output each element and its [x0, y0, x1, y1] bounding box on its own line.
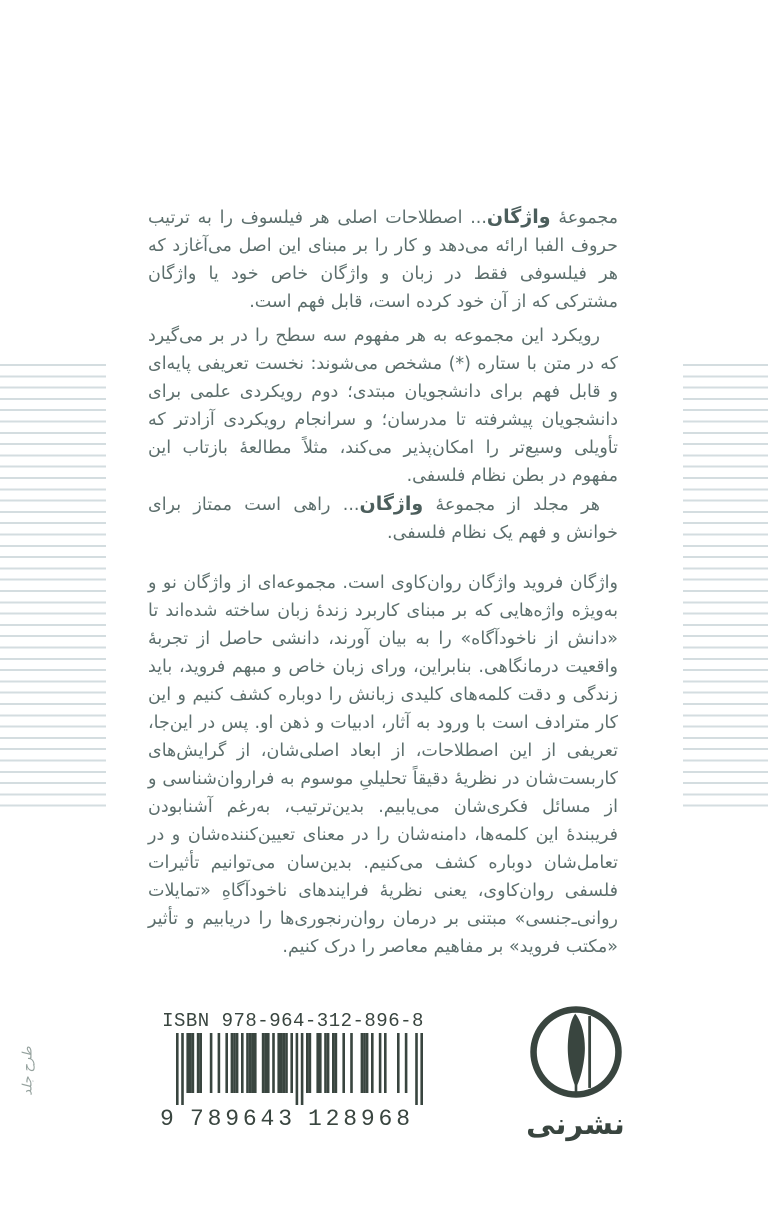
series-outro-lead: هر مجلد از مجموعهٔ: [423, 495, 600, 515]
ean13-barcode: [160, 1033, 426, 1129]
series-title-bold: واژگان: [486, 206, 551, 228]
publisher-name: نشرنی: [526, 1107, 625, 1141]
back-cover-text: [148, 203, 618, 961]
series-intro-rest: ... اصطلاحات اصلی هر فیلسوف را به ترتیب حروف الفبا ارائه می‌دهد و کار را بر مبنای این اصل می‌آغازد که هر فیلسوفی فقط در زبان و واژگان خاص خود یا واژگان مشترکی که از آن خود کرده است، قابل فهم است.: [148, 208, 618, 312]
series-intro-lead: مجموعهٔ: [550, 208, 619, 228]
paragraph-series-outro: [148, 490, 618, 547]
isbn-block: [160, 1010, 426, 1129]
reed-leaf-in-circle-icon: [527, 1003, 625, 1101]
svg-text:789643: 789643: [190, 1106, 292, 1129]
stripe-band-right: [683, 364, 768, 816]
series-title-bold: واژگان: [359, 493, 424, 515]
svg-text:128968: 128968: [308, 1106, 410, 1129]
stripe-band-left: [0, 364, 106, 816]
paragraph-book-description: واژگان فروید واژگان روان‌کاوی است. مجموعه‌ای از واژگان نو و به‌ویژه واژه‌هایی که بر مبنای کاربرد زندهٔ زبان ساخته شده‌اند تا «دانش از ناخودآگاه» را به بیان آورند، دانشی حاصل از تجربهٔ واقعیت درمانگاهی. بنابراین، ورای زبان خاص و مبهم فروید، باید زندگی و دقت کلمه‌های کلیدی زبانش را دوباره کشف کنیم و این کار مترادف است با ورود به آثار، ادبیات و ذهن او. پس در این‌جا، تعریفی از این اصطلاحات، از ابعاد اصلی‌شان، از گرایش‌های کاربست‌شان در نظریهٔ دقیقاً تحلیلیِ موسوم به فراروان‌شناسی و از مسائل فکری‌شان می‌یابیم. بدین‌ترتیب، به‌رغم آشنابودن فریبندهٔ این کلمه‌ها، دامنه‌شان را در معنای تعیین‌کننده‌شان و در تعامل‌شان دوباره کشف می‌کنیم. بدین‌سان می‌توانیم تأثیرات فلسفی روان‌کاوی، یعنی نظریهٔ فرایندهای ناخودآگاهِ «تمایلات روانی‌ـ‌جنسی» مبتنی بر درمان روان‌رنجوری‌ها را دریابیم و تأثیر «مکتب فروید» بر مفاهیم معاصر را درک کنیم.: [148, 573, 618, 957]
publisher-logo-block: [503, 1003, 648, 1141]
paragraph-series-intro: [148, 203, 618, 316]
series-outro-rest: ... راهی است ممتاز برای خوانش و فهم یک نظام فلسفی.: [148, 495, 618, 543]
svg-text:9: 9: [160, 1106, 174, 1129]
paragraph-series-levels: رویکرد این مجموعه به هر مفهوم سه سطح را در بر می‌گیرد که در متن با ستاره (*) مشخص می‌شوند: نخست تعریفی پایه‌ای و قابل فهم برای دانشجویان مبتدی؛ دوم رویکردی علمی برای دانشجویان پیشرفته تا مدرسان؛ و سرانجام رویکردی آزادتر که تأویلی وسیع‌تر را امکان‌پذیر می‌کند، مثلاً مطالعهٔ بازتاب این مفهوم در بطن نظام فلسفی.: [148, 326, 618, 486]
isbn-label: ISBN 978-964-312-896-8: [162, 1010, 424, 1032]
handwritten-signature: طرح جلد: [20, 1046, 36, 1096]
